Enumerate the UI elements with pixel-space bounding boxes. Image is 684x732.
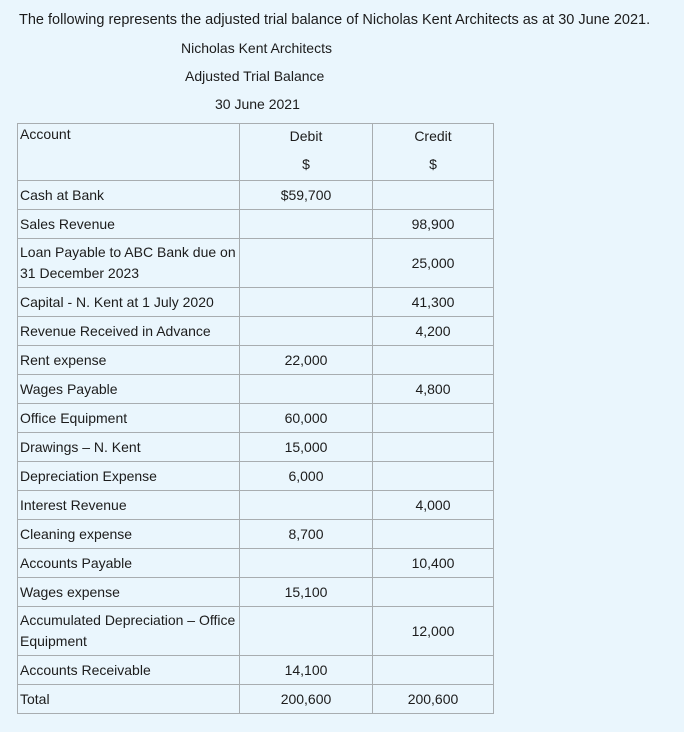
table-row — [18, 317, 494, 346]
row-account: Wages expense — [18, 578, 240, 607]
row-credit: 12,000 — [373, 607, 494, 656]
table-row — [18, 520, 494, 549]
company-name: Nicholas Kent Architects — [181, 40, 332, 56]
header-account: Account — [18, 124, 240, 181]
table-row — [18, 181, 494, 210]
total-credit: 200,600 — [373, 685, 494, 714]
row-debit: 60,000 — [240, 404, 373, 433]
row-credit: 4,000 — [373, 491, 494, 520]
row-credit: 4,800 — [373, 375, 494, 404]
row-debit — [240, 288, 373, 317]
row-account: Accounts Payable — [18, 549, 240, 578]
table-row — [18, 656, 494, 685]
statement-date: 30 June 2021 — [215, 96, 300, 112]
table-row — [18, 433, 494, 462]
row-credit — [373, 181, 494, 210]
row-debit: 15,000 — [240, 433, 373, 462]
row-account: Sales Revenue — [18, 210, 240, 239]
row-account: Office Equipment — [18, 404, 240, 433]
header-debit-unit: $ — [302, 156, 310, 172]
row-debit: 14,100 — [240, 656, 373, 685]
header-credit-unit: $ — [429, 156, 437, 172]
row-account: Accumulated Depreciation – Office Equipment — [18, 607, 240, 656]
header-debit-label: Debit — [289, 128, 323, 144]
row-debit — [240, 210, 373, 239]
row-debit: 6,000 — [240, 462, 373, 491]
total-row — [18, 685, 494, 714]
row-credit — [373, 656, 494, 685]
table-row — [18, 462, 494, 491]
table-row — [18, 288, 494, 317]
table-row — [18, 549, 494, 578]
row-account: Cash at Bank — [18, 181, 240, 210]
table-row — [18, 346, 494, 375]
row-account: Interest Revenue — [18, 491, 240, 520]
table-row — [18, 210, 494, 239]
table-row — [18, 607, 494, 656]
table-row — [18, 239, 494, 288]
row-account: Wages Payable — [18, 375, 240, 404]
row-debit — [240, 607, 373, 656]
row-debit — [240, 491, 373, 520]
row-credit — [373, 578, 494, 607]
table-row — [18, 491, 494, 520]
row-debit — [240, 239, 373, 288]
row-credit: 41,300 — [373, 288, 494, 317]
row-credit — [373, 346, 494, 375]
row-account: Capital - N. Kent at 1 July 2020 — [18, 288, 240, 317]
row-debit: 8,700 — [240, 520, 373, 549]
header-debit — [240, 124, 373, 181]
table-row — [18, 404, 494, 433]
row-credit: 25,000 — [373, 239, 494, 288]
row-account: Drawings – N. Kent — [18, 433, 240, 462]
header-credit-label: Credit — [414, 128, 452, 144]
row-credit — [373, 433, 494, 462]
table-header-row — [18, 124, 494, 181]
table-row — [18, 578, 494, 607]
trial-balance-table — [17, 123, 494, 714]
total-debit: 200,600 — [240, 685, 373, 714]
total-label: Total — [18, 685, 240, 714]
row-credit: 98,900 — [373, 210, 494, 239]
row-account: Accounts Receivable — [18, 656, 240, 685]
row-account: Revenue Received in Advance — [18, 317, 240, 346]
intro-text: The following represents the adjusted trial balance of Nicholas Kent Architects as at 30 June 2021. — [19, 12, 651, 28]
row-credit: 10,400 — [373, 549, 494, 578]
table-row — [18, 375, 494, 404]
row-account: Loan Payable to ABC Bank due on 31 December 2023 — [18, 239, 240, 288]
row-debit: 22,000 — [240, 346, 373, 375]
row-debit: $59,700 — [240, 181, 373, 210]
row-account: Rent expense — [18, 346, 240, 375]
row-account: Cleaning expense — [18, 520, 240, 549]
row-account: Depreciation Expense — [18, 462, 240, 491]
row-credit: 4,200 — [373, 317, 494, 346]
statement-title: Adjusted Trial Balance — [185, 68, 325, 84]
row-credit — [373, 462, 494, 491]
row-credit — [373, 404, 494, 433]
header-credit — [373, 124, 494, 181]
row-debit — [240, 549, 373, 578]
row-credit — [373, 520, 494, 549]
row-debit: 15,100 — [240, 578, 373, 607]
row-debit — [240, 375, 373, 404]
row-debit — [240, 317, 373, 346]
